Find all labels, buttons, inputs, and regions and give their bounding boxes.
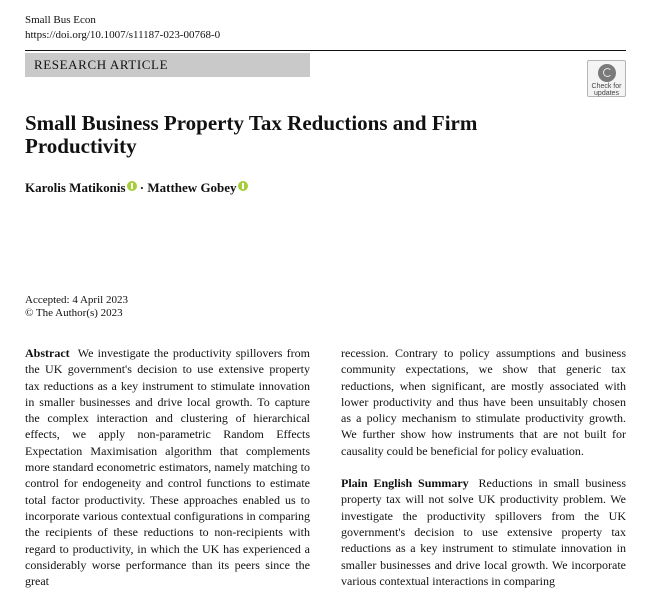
abstract-label: Abstract	[25, 346, 70, 360]
author-name[interactable]: Karolis Matikonis	[25, 180, 126, 195]
author-name[interactable]: Matthew Gobey	[147, 180, 237, 195]
header-rule	[25, 50, 626, 51]
abstract-paragraph	[25, 345, 310, 589]
author-separator: ·	[136, 180, 148, 195]
check-for-updates-icon	[598, 64, 616, 82]
copyright-notice: © The Author(s) 2023	[25, 307, 123, 319]
abstract-continued: recession. Contrary to policy assumptions and business community expectations, we show that generic tax reductions, when significant, are mostly associated with lower productivity and thus have been unsuitably chosen as a policy mechanism to stimulate productivity growth. We further show how instruments that are not built for causality could be beneficial for policy evaluation.	[341, 346, 626, 458]
doi-link[interactable]: https://doi.org/10.1007/s11187-023-00768-0	[25, 29, 221, 41]
check-for-updates-label: Check for updates	[591, 83, 622, 97]
abstract-column-right	[341, 345, 626, 589]
article-meta	[25, 294, 128, 320]
article-title: Small Business Property Tax Reductions and Firm Productivity	[25, 111, 478, 158]
orcid-icon[interactable]	[127, 181, 137, 191]
journal-name: Small Bus Econ	[25, 14, 96, 26]
abstract-column-left	[25, 345, 310, 589]
orcid-icon[interactable]	[238, 181, 248, 191]
plain-summary-paragraph	[341, 475, 626, 589]
plain-summary-text: Reductions in small business property tax will not solve UK productivity problem. We investigate the productivity spillovers from the UK government's decision to use extensive property tax reductions as a key instrument to stimulate innovation in smaller businesses and drive local growth. We incorporate various contextual interactions in comparing	[341, 476, 626, 588]
abstract-text: We investigate the productivity spillovers from the UK government's decision to use extensive property tax reductions as a key instrument to stimulate innovation in smaller businesses and drive local growth. To capture the complex interaction and clustering of hierarchical effects, we apply non-parametric Random Effects Expectation Maximisation algorithm that complements more standard econometric estimators, namely matching to control for endogeneity and control functions to estimate total factor productivity. These approaches enabled us to incorporate various contextual configurations in comparing the recipients of these reductions to non-recipients with regard to productivity, in which the UK has experienced a considerably worse performance than its peers since the great	[25, 346, 310, 589]
plain-summary-label: Plain English Summary	[341, 476, 469, 491]
article-type-banner: RESEARCH ARTICLE	[25, 53, 310, 77]
journal-header	[25, 13, 220, 43]
author-list	[25, 180, 248, 196]
check-for-updates-badge[interactable]	[587, 60, 626, 97]
accepted-date: Accepted: 4 April 2023	[25, 294, 128, 306]
